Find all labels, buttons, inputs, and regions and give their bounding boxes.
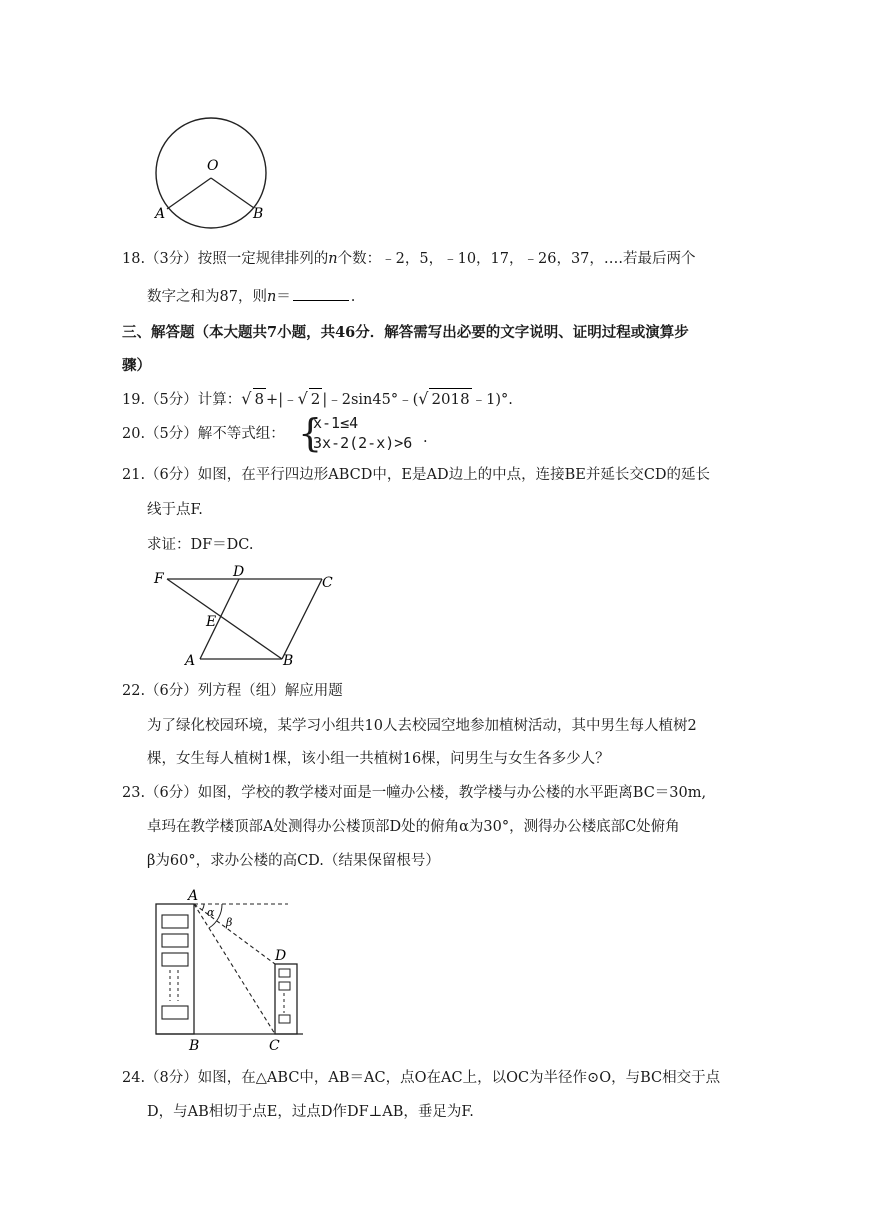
- answer-blank[interactable]: [293, 286, 349, 301]
- q22-line1: 22.（6分）列方程（组）解应用题: [122, 683, 343, 699]
- buildings-figure: [148, 888, 318, 1058]
- q22-line2: 为了绿化校园环境，某学习小组共10人去校园空地参加植树活动，其中男生每人植树2: [147, 718, 697, 734]
- svg-text:D: D: [233, 565, 245, 580]
- label-o: O: [207, 158, 219, 174]
- label-b: B: [253, 206, 264, 222]
- svg-text:A: A: [188, 888, 199, 904]
- inequality-1: x-1≤4: [313, 414, 359, 432]
- parallelogram-figure: [150, 565, 340, 670]
- svg-text:α: α: [207, 906, 215, 919]
- svg-text:B: B: [189, 1038, 200, 1054]
- inequality-2: 3x-2(2-x)>6: [313, 434, 413, 452]
- svg-text:D: D: [275, 948, 287, 964]
- q22-line3: 棵，女生每人植树1棵，该小组一共植树16棵，问男生与女生各多少人？: [147, 751, 610, 767]
- q20: 20.（5分）解不等式组：: [122, 426, 285, 442]
- circle-figure: [145, 115, 280, 230]
- svg-text:β: β: [226, 916, 233, 929]
- q21-line1: 21.（6分）如图，在平行四边形ABCD中，E是AD边上的中点，连接BE并延长交CD的延长: [122, 467, 711, 483]
- system-brace: {: [298, 411, 323, 455]
- svg-text:C: C: [269, 1038, 280, 1054]
- q21-prove: 求证：DF＝DC.: [147, 537, 254, 553]
- label-a: A: [155, 206, 166, 222]
- q23-line1: 23.（6分）如图，学校的教学楼对面是一幢办公楼，教学楼与办公楼的水平距离BC＝30m,: [122, 785, 707, 801]
- svg-text:B: B: [283, 653, 294, 669]
- q18-line2: 数字之和为87，则n＝ .: [147, 286, 355, 307]
- svg-text:E: E: [206, 614, 217, 630]
- section3-title-line2: 骤）: [122, 357, 151, 374]
- q24-line2: D，与AB相切于点E，过点D作DF⊥AB，垂足为F.: [147, 1104, 474, 1120]
- svg-text:C: C: [322, 575, 333, 591]
- q23-line2: 卓玛在教学楼顶部A处测得办公楼顶部D处的俯角α为30°，测得办公楼底部C处俯角: [147, 819, 680, 835]
- q23-line3: β为60°，求办公楼的高CD.（结果保留根号）: [147, 853, 440, 869]
- svg-text:A: A: [185, 653, 196, 669]
- svg-text:F: F: [154, 571, 164, 587]
- q19: 19.（5分）计算：√ 8 +|﹣√ 2 |﹣2sin45°﹣(√ 2018 ﹣1)°.: [122, 389, 513, 408]
- q20-end: .: [423, 430, 428, 446]
- q21-line2: 线于点F.: [147, 502, 203, 518]
- q18-line1: 18.（3分）按照一定规律排列的n个数：﹣2，5，﹣10，17，﹣26，37，….若最后两个: [122, 251, 696, 267]
- section3-title-line1: 三、解答题（本大题共7小题，共46分．解答需写出必要的文字说明、证明过程或演算步: [122, 324, 689, 341]
- q24-line1: 24.（8分）如图，在△ABC中，AB＝AC，点O在AC上，以OC为半径作⊙O，与BC相交于点: [122, 1070, 721, 1086]
